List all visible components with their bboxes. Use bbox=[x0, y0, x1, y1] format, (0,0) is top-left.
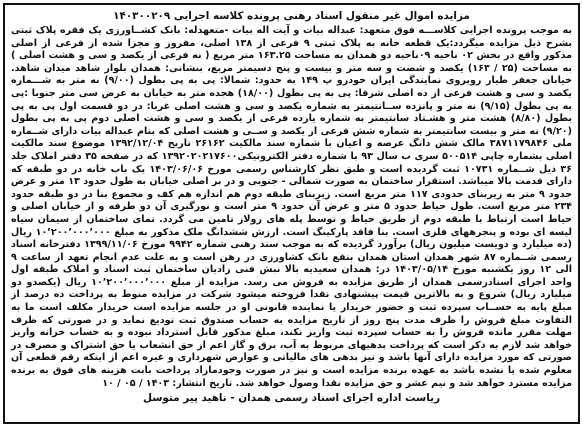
legal-notice bbox=[3, 3, 580, 424]
notice-body: به موجب پرونده اجرایی کلاســـه فوق متعهد: عبداله بیات و آیت اله بیات -متعهدله: بانک کشــاورزی یک فقره پلاک ثبتی بشرح ذیل مزایده میگردد:یک قطعه خانه به پلاک ثبتی ۹ فرعی از ۱۳۸ اصلی، مفروز و مجزا شده از فرعی از اصلی مذکور واقع در بخش ۰۲ ناحیه ۰۹ناحیه دو همدان به مساحت ۱۶۳.۲۵ متر مربع ( نه فرعی از یکصد و سی و هشت اصلی ) به مساحت (۲۵ / ۱۶۳) یکصد و شصت و سه متر و بیست و پنج دسیمتر مربع، بنشانی: همدان بلوار شاهد میدان شاهد. خیابان جعفر طیار روبروی نمایندگی ایران خودرو پ ۱۴۹ به حدود: شمالا: پی به پی بطول (۹/۰۰) نه متر به شـــماره یکصد و سی و هشت فرعی از ده اصلی شرقا: پی به پی بطول (۱۸/۰۰) هجده متر به خیابان به عرض سی متر جنوبا :پی به پی بطول (۹/۱۵) نه متر و پانزده ســانتیمتر به شماره یکصد و سی و هشت اصلی غربا: در دو قسمت اول پی به پی بطول (۸/۸۰) هشت متر و هشـتاد سانتیمتر به شماره یازده فرعی از یکصد و سی و هشت اصلی دوم پی به پی بطول (۹/۲۰) نه متر و بیست سانتیمتر به شماره شش فرعی از یکصد و ســی و هشت اصلی که بنام عبداله بیات دارای شــماره ملی ۳۸۷۱۱۷۹۸۴۶ مالک شش دانگ عرصه و اعیان با شماره سند مالکیت ۲۶۱۶۲ تاریخ ۱۳۹۲/۱۲/۰۴ موضوع سند مالکیت اصلی بشماره چاپی ۵۰۰۵۱۴ سری ب سال ۹۳ با شماره دفتر الکترونیکی۱۳۹۲۰۲۰۲۱۷۶۰۰ که در صفحه ۳۵ دفتر املاک جلد ۳۶ ذیل شــماره ۱۰۷۳۱ ثبت گردیده است و طبق نظر کارشناس رسمی مورخ ۱۴۰۳/۰۶/۰۶ یک باب خانه در دو طبقه که دارای قدمت بالا میباشد. استقرار ساختمان به صورت شمالی - جنوبی و در بر اصلی خیابان به طول حدود ۱۳ متر و عرض حدود ۹ متر به زیربنای حدودی ۱۱۷ متر مربع است. زیربنای طبقه دوم هم اندازه هم کف و مجموع بنا در دو طبقه حدود ۲۳۴ متر مربع است. طول حیاط حدود ۵ متر و عرض آن حدود ۹ متر است و نورگیری آن دو طرفه و از خیابان اصلی و حیاط است ارتباط با طبقه دوم از طریق حیاط و توسط پله های رولاز تامین می گردد. نمای ساختمان از سیمان سیاه لیسه ای بوده و پنجرههای فلزی است. بنا فاقد پارکینگ است. ارزش ششدانگ ملک مذکور به مبلغ ۱۰٬۲۰۰٬۰۰۰٬۰۰۰ ریال (ده میلیارد و دویست میلیون ریال) برآورد گردیده که به موجب سند رهنی شماره ۹۹۴۲ مورخ ۱۳۹۹/۱۱/۰۶ دفترخانه اسناد رسمی شــماره ۸۷ شهر همدان استان همدان بنفع بانک کشاورزی در رهن است و به علت عدم انجام تعهد از ساعت ۹ الی ۱۲ روز یکشنبه مورخ ۱۴۰۳/۰۵/۱۴ در: همدان سعیدیه بالا نبش فنی زادیان ساختمان ثبت اسناد و املاک طبقه اول واحد اجرای اسنادرسمی همدان از طریق مزایده به فروش می رسد. مزایده از مبلغ ۱۰٬۲۰۰٬۰۰۰٬۰۰۰ ریال (یکصدو دو میلیارد ریال) شروع و به بالاترین قیمت پیشنهادی نقدا فروخته میشود شرکت در مزایده منوط به پرداخت ده درصد از مبلغ پایه به حســاب سپرده ثبت و حضور خریدار یا نماینده قانونی او در جلسه مزایده است خریدار مکلف است ما به التفاوت مبلغ فروش را ظرف مدت پنج روز از تاریخ مزایده به حساب صندوق ثبت تودیع نماید و در صورتی که ظرف مهلت مقرر مانده فروش را به حساب سپرده ثبت واریز نکند، مبلغ مذکور قابل استرداد نبوده و به حساب خزانه واریز خواهد شد لازم به ذکر است که پرداخت بدهیهای مربوط به آب، برق و گاز اعم از حق انشعاب یا حق اشتراک و مصرف در صورتی که مورد مزایده دارای آنها باشد و نیز بدهی های مالیاتی و عوارض شهرداری و غیره اعم از اینکه رقم قطعی آن معلوم شده یا نشده باشد به عهده برنده مزایده است و نیز در صورت وجودمازاد پرداخت بابت هزینه های فوق به برنده مزایده مسترد خواهد شد و نیم عشر و حق مزایده نقدا وصول خواهد شد. تاریخ انتشار: ۱۴۰۳ / ۰۵ / ۱۰ bbox=[11, 25, 573, 389]
notice-title: مزایده اموال غیر منقول اسناد رهنی پرونده کلاسه اجرایی ۱۴۰۳۰۰۲۰۹ bbox=[113, 10, 470, 22]
notice-signature: ریاست اداره اجرای اسناد رسمی همدان - ناهید پیر متوسل bbox=[142, 392, 441, 405]
